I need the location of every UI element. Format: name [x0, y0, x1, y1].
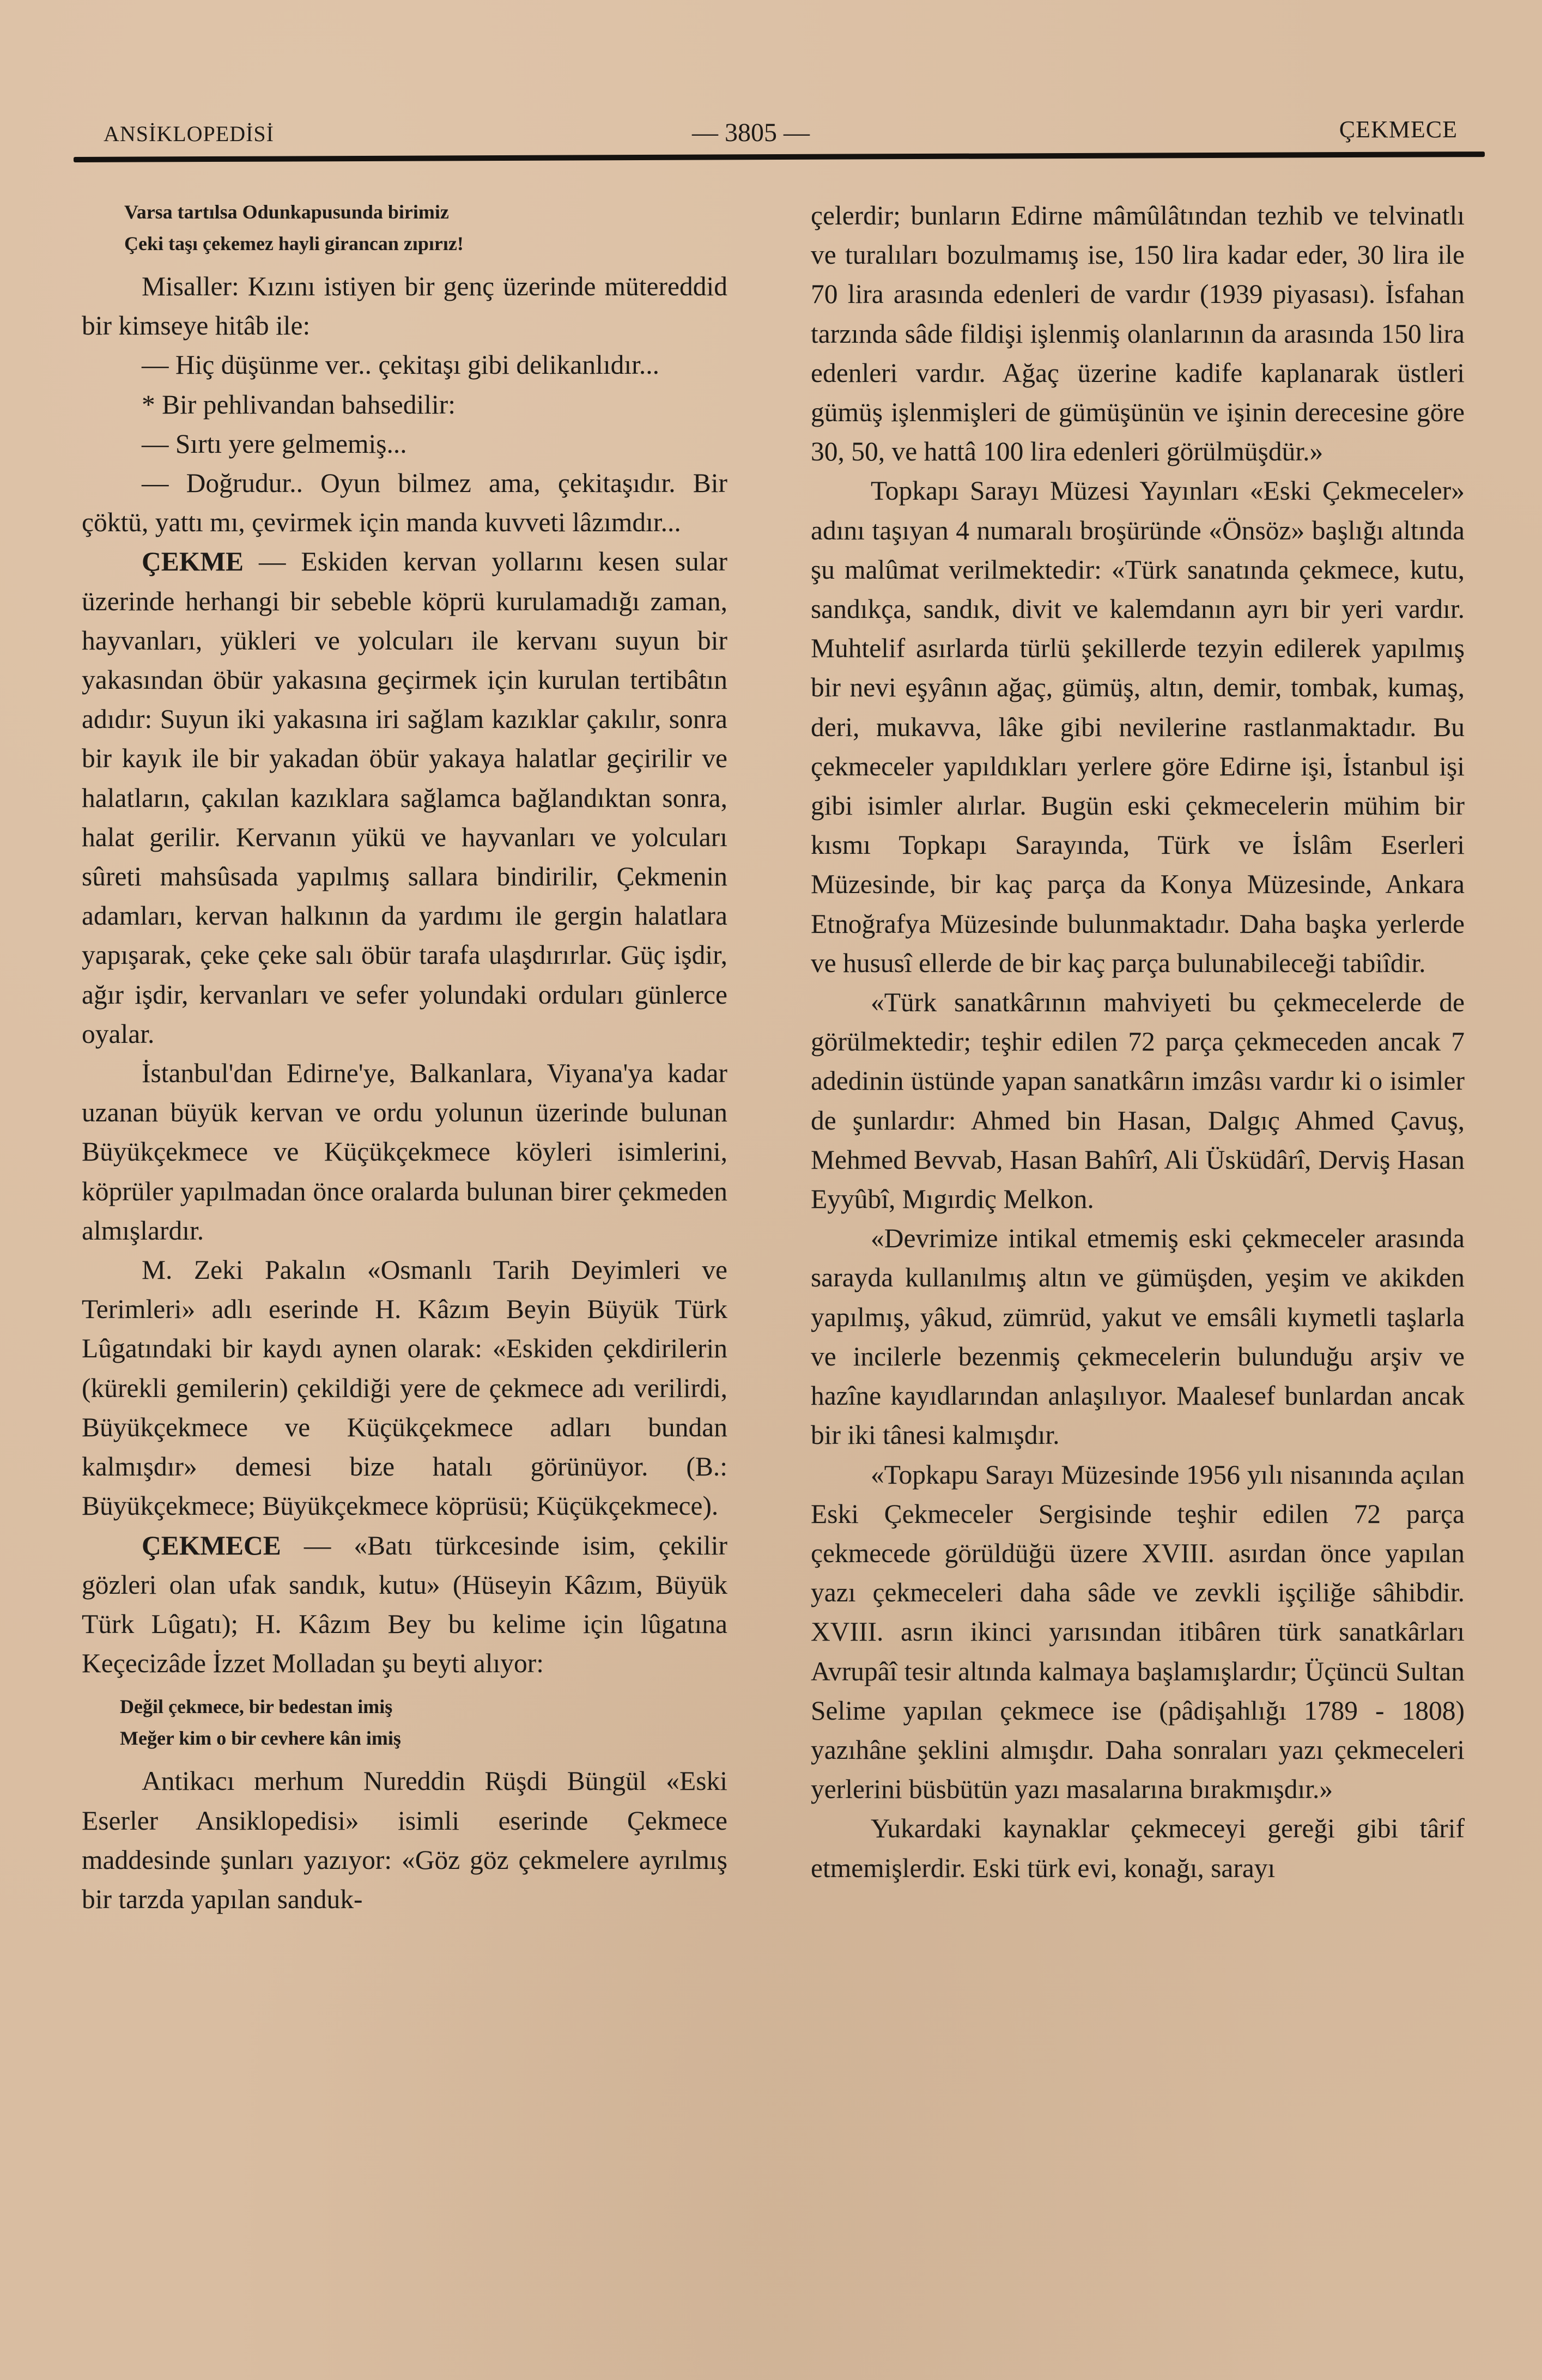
header-publication-title: ANSİKLOPEDİSİ — [104, 122, 274, 146]
paragraph-palace-drawers: «Devrimize intikal etmemiş eski çekmeceler arasında sarayda kullanılmış altın ve gümüşden, yeşim ve akikden yapılmış, yâkud, zümrüd, yakut ve emsâli kıymetli taşlarla ve incilerle bezenmiş çekmecelerin bulunduğu arşiv ve hazîne kayıdlarından anlaşılıyor. Maalesef bunlardan ancak bir iki tânesi kalmışdır. — [811, 1223, 1465, 1450]
paragraph-pakalin-citation: M. Zeki Pakalın «Osmanlı Tarih Deyimleri ve Terimleri» adlı eserinde H. Kâzım Beyin Büyük Türk Lûgatındaki bir kaydı aynen olarak: «Eskiden çekdirilerin (kürekli gemilerin) çekildiği yere de çekmece adı verilirdi, Büyükçekmece ve Küçükçekmece adları bundan kalmışdır» demesi bize hatalı görünüyor. (B.: Büyükçekmece; Büyükçekmece köprüsü; Küçükçekmece). — [82, 1255, 727, 1521]
right-column — [811, 196, 1465, 1888]
entry-cekmece — [82, 1526, 727, 1684]
header-entry-range: ÇEKMECE — [1339, 116, 1458, 143]
entry-definition: — «Batı türkcesinde isim, çekilir gözleri olan ufak sandık, kutu» (Hüseyin Kâzım, Büyük Türk Lûgatı); H. Kâzım Bey bu kelime için lûgatına Keçecizâde İzzet Molladan şu beyti alıyor: — [82, 1530, 727, 1679]
running-header — [104, 116, 1458, 154]
verse-line: Çeki taşı çekemez hayli girancan zıpırız! — [124, 233, 464, 254]
paragraph-artisans: «Türk sanatkârının mahviyeti bu çekmecelerde de görülmektedir; teşhir edilen 72 parça çekmeceden ancak 7 adedinin üstünde yapan sanatkârın imzâsı vardır ki o isimler de şunlardır: Ahmed bin Hasan, Dalgıç Ahmed Çavuş, Mehmed Bevvab, Hasan Bahîrî, Ali Üsküdârî, Derviş Hasan Eyyûbî, Mıgırdiç Melkon. — [811, 987, 1465, 1215]
entry-term-cekmece: ÇEKMECE — [142, 1530, 281, 1561]
verse-line: Değil çekmece, bir bedestan imiş — [120, 1696, 393, 1718]
paragraph-dialogue: — Hiç düşünme ver.. çekitaşı gibi delikanlıdır... — [142, 350, 659, 380]
paragraph-conclusion: Yukardaki kaynaklar çekmeceyi gereği gibi târif etmemişlerdir. Eski türk evi, konağı, sarayı — [811, 1813, 1465, 1883]
verse-couplet-bottom — [82, 1691, 727, 1754]
paragraph-place-names: İstanbul'dan Edirne'ye, Balkanlara, Viyana'ya kadar uzanan büyük kervan ve ordu yolunun üzerinde bulunan Büyükçekmece ve Küçükçekmece köyleri isimlerini, köprüler yapılmadan önce oralarda bulunan birer çekmeden almışlardır. — [82, 1058, 727, 1246]
entry-term-cekme: ÇEKME — [142, 547, 244, 577]
verse-couplet-top — [82, 196, 727, 259]
left-column — [82, 196, 727, 1919]
paragraph-dialogue: — Sırtı yere gelmemiş... — [142, 428, 407, 459]
paragraph-continued-quote: çelerdir; bunların Edirne mâmûlâtından tezhib ve telvinatlı ve turalıları bozulmamış ise, 150 lira kadar eder, 30 lira ile 70 lira arasında edenleri de vardır (1939 piyasası). İsfahan tarzında sâde fildişi işlenmiş olanlarının da arasında 150 lira edenleri vardır. Ağaç üzerine kadife kaplanarak üstleri gümüş işlenmişleri de gümüşünün ve işinin derecesine göre 30, 50, ve hattâ 100 lira edenleri görülmüşdür.» — [811, 201, 1465, 467]
paragraph-dialogue: — Doğrudur.. Oyun bilmez ama, çekitaşıdır. Bir çöktü, yattı mı, çevirmek için manda kuvveti lâzımdır... — [82, 468, 727, 538]
verse-line: Meğer kim o bir cevhere kân imiş — [120, 1727, 401, 1750]
paragraph-topkapi-brochure: Topkapı Sarayı Müzesi Yayınları «Eski Çekmeceler» adını taşıyan 4 numaralı broşüründe «Önsöz» başlığı altında şu malûmat verilmektedir: «Türk sanatında çekmece, kutu, sandıkça, sandık, divit ve kalemdanın ayrı bir yeri vardır. Muhtelif asırlarda türlü şekillerde tezyin edilerek yapılmış bir nevi eşyânın ağaç, gümüş, altın, demir, tombak, kumaş, deri, mukavva, lâke gibi nevilerine rastlanmaktadır. Bu çekmeceler yapıldıkları yerlere göre Edirne işi, İstanbul işi gibi isimler alırlar. Bugün eski çekmecelerin mühim bir kısmı Topkapı Sarayında, Türk ve İslâm Eserleri Müzesinde, bir kaç parça da Konya Müzesinde, Ankara Etnoğrafya Müzesinde bulunmaktadır. Daha başka yerlerde ve hususî ellerde de bir kaç parça bulunabileceği tabiîdir. — [811, 476, 1465, 978]
entry-definition: — Eskiden kervan yollarını kesen sular üzerinde herhangi bir sebeble köprü kurulamadığı zaman, hayvanları, yükleri ve yolcuları ile kervanı suyun bir yakasından öbür yakasına geçirmek için kurulan tertibâtın adıdır: Suyun iki yakasına iri sağlam kazıklar çakılır, sonra bir kayık ile bir yakadan öbür yakaya halatlar geçirilir ve halatların, çakılan kazıklara sağlamca bağlandıktan sonra, halat gerilir. Kervanın yükü ve hayvanları ve yolcuları sûreti mahsûsada yapılmış sallara bindirilir, Çekmenin adamları, kervan halkının da yardımı ile gergin halatlara yapışarak, çeke çeke salı öbür tarafa ulaşdırırlar. Güç işdir, ağır işdir, kervanları ve sefer yolundaki orduları günlerce oyalar. — [82, 547, 727, 1049]
paragraph-examples: Misaller: Kızını istiyen bir genç üzerinde mütereddid bir kimseye hitâb ile: — [82, 271, 727, 341]
paragraph-exhibition-1956: «Topkapu Sarayı Müzesinde 1956 yılı nisanında açılan Eski Çekmeceler Sergisinde teşhir edilen 72 parça çekmecede görüldüğü üzere XVIII. asırdan önce yapılan yazı çekmeceleri daha sâde ve zevkli işçiliğe sâhibdir. XVIII. asrın ikinci yarısından itibâren türk sanatkârları Avrupâî tesir altında kalmaya başlamışlardır; Üçüncü Sultan Selime yapılan çekmece ise (pâdişahlığı 1789 - 1808) yazıhâne şeklini almışdır. Daha sonraları yazı çekmeceleri yerlerini büsbütün yazı masalarına bırakmışdır.» — [811, 1459, 1465, 1805]
paragraph-wrestler: * Bir pehlivandan bahsedilir: — [142, 389, 456, 420]
verse-line: Varsa tartılsa Odunkapusunda birimiz — [124, 201, 449, 223]
paragraph-bungul-citation: Antikacı merhum Nureddin Rüşdi Büngül «Eski Eserler Ansiklopedisi» isimli eserinde Çekmece maddesinde şunları yazıyor: «Göz göz çekmelere ayrılmış bir tarzda yapılan sanduk- — [82, 1766, 727, 1914]
page-number: — 3805 — — [692, 118, 810, 147]
entry-cekme — [82, 542, 727, 1054]
